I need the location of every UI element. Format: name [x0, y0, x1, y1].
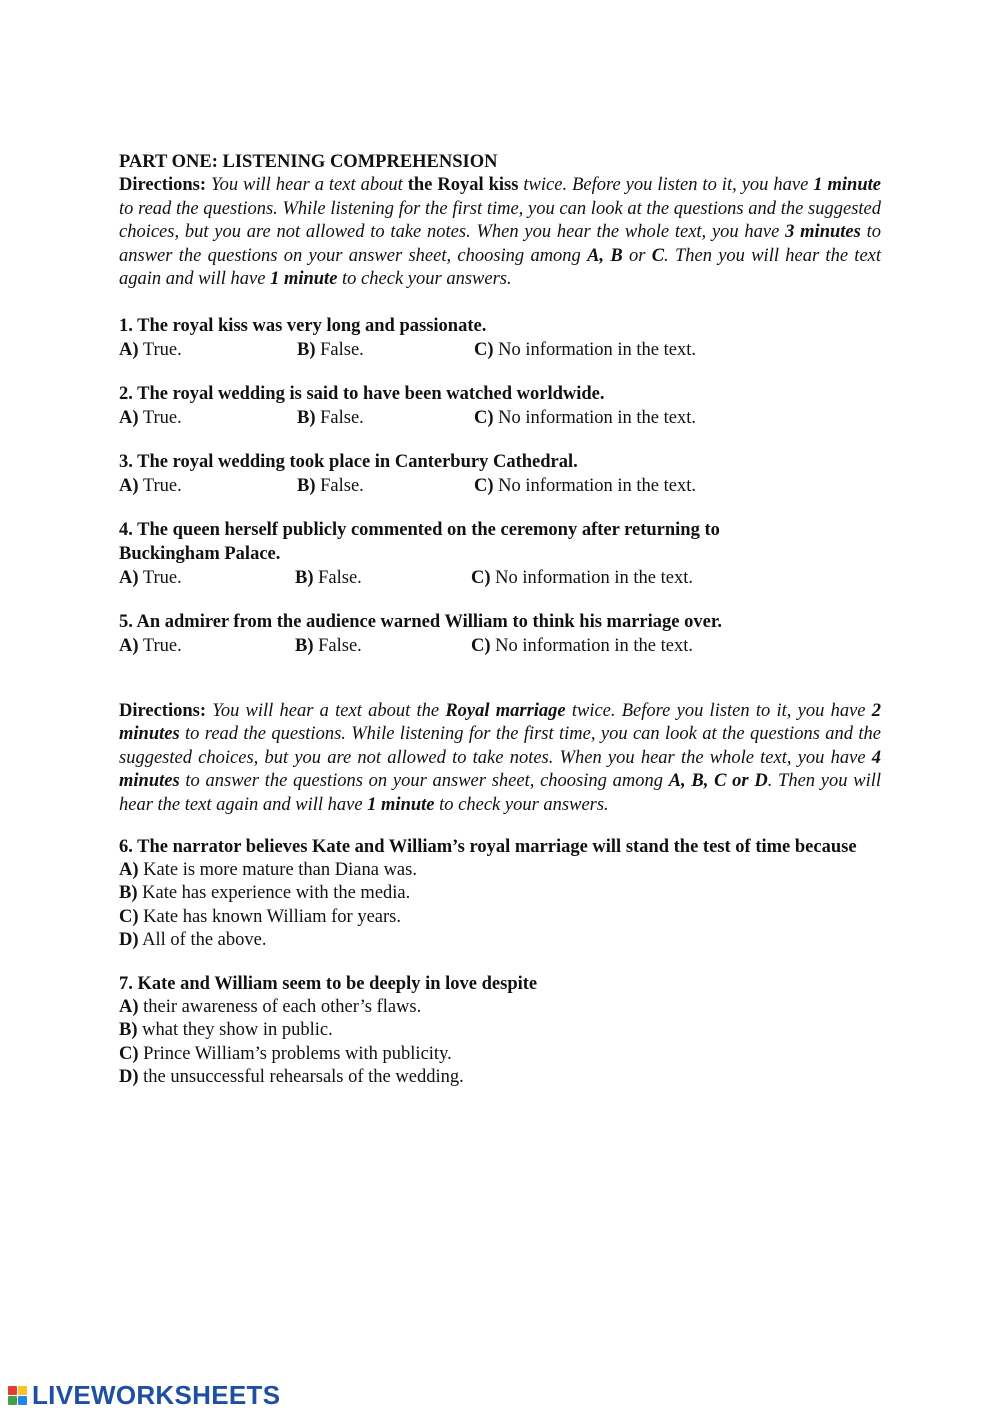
- liveworksheets-footer[interactable]: [8, 1380, 280, 1411]
- options-list: [119, 996, 881, 1089]
- option-c[interactable]: C) No information in the text.: [471, 567, 693, 588]
- question-stem: 3. The royal wedding took place in Canterbury Cathedral.: [119, 451, 578, 472]
- option-a[interactable]: A) True.: [119, 339, 182, 360]
- directions-2: [119, 700, 881, 818]
- option-b[interactable]: B) False.: [295, 635, 362, 656]
- options-row: [119, 566, 881, 590]
- directions-text: to answer the questions on your answer sheet, choosing among: [179, 771, 669, 791]
- question-3: [119, 450, 881, 498]
- option-b[interactable]: B) False.: [297, 407, 364, 428]
- directions-emph: A, B, C or D: [668, 771, 768, 791]
- options-row: [119, 474, 881, 498]
- directions-text: You will hear a text about: [206, 175, 408, 195]
- question-stem: 5. An admirer from the audience warned William to think his marriage over.: [119, 611, 722, 632]
- option-c[interactable]: C) Kate has known William for years.: [119, 906, 401, 927]
- directions-emph: 3 minutes: [785, 222, 861, 242]
- option-d[interactable]: D) the unsuccessful rehearsals of the wedding.: [119, 1067, 464, 1088]
- question-stem: 2. The royal wedding is said to have been watched worldwide.: [119, 383, 605, 404]
- directions-text: to check your answers.: [337, 269, 512, 289]
- option-b[interactable]: B) False.: [297, 339, 364, 360]
- directions-text: to answer the questions on your answer sheet, choosing among: [119, 222, 881, 266]
- question-stem: 4. The queen herself publicly commented on the ceremony after returning to Buckingham Palace.: [119, 519, 720, 564]
- part-title: PART ONE: LISTENING COMPREHENSION: [119, 152, 498, 172]
- option-a[interactable]: A) Kate is more mature than Diana was.: [119, 860, 417, 880]
- worksheet-page: [119, 150, 881, 1089]
- directions-text: twice. Before you listen to it, you have: [565, 700, 872, 721]
- options-list: [119, 859, 881, 952]
- option-c[interactable]: C) No information in the text.: [474, 407, 696, 428]
- question-6: [119, 835, 881, 952]
- directions-emph: 1 minute: [270, 269, 338, 289]
- question-5: [119, 610, 881, 658]
- question-4: [119, 518, 881, 590]
- directions-text: . Then you will hear the text again and will have: [119, 771, 881, 815]
- options-row: [119, 406, 881, 430]
- directions-text: to read the questions. While listening for the first time, you can look at the questions and the suggested choices, but you are not allowed to take notes. When you hear the whole text, you have: [119, 724, 881, 768]
- directions-label: Directions:: [119, 175, 206, 195]
- question-7: [119, 972, 881, 1089]
- option-c[interactable]: C) No information in the text.: [471, 635, 693, 656]
- directions-emph: A, B: [587, 245, 623, 266]
- liveworksheets-brand: LIVEWORKSHEETS: [32, 1380, 281, 1410]
- question-2: [119, 382, 881, 430]
- directions-emph: 1 minute: [367, 794, 435, 815]
- option-a[interactable]: A) True.: [119, 407, 182, 428]
- option-c[interactable]: C) No information in the text.: [474, 339, 696, 360]
- option-a[interactable]: A) True.: [119, 567, 182, 588]
- options-row: [119, 634, 881, 658]
- directions-label: Directions:: [119, 700, 206, 721]
- option-b[interactable]: B) what they show in public.: [119, 1020, 333, 1041]
- directions-emph: 4 minutes: [119, 747, 881, 791]
- directions-emph: 2 minutes: [119, 700, 881, 744]
- directions-1: [119, 174, 881, 292]
- question-1: [119, 314, 881, 362]
- question-stem: 6. The narrator believes Kate and William’s royal marriage will stand the test of time because: [119, 837, 857, 857]
- option-b[interactable]: B) False.: [295, 567, 362, 588]
- option-c[interactable]: C) No information in the text.: [474, 475, 696, 496]
- directions-text: twice. Before you listen to it, you have: [518, 175, 814, 195]
- directions-text: or: [622, 245, 652, 266]
- option-a[interactable]: A) True.: [119, 635, 182, 656]
- directions-text: to read the questions. While listening for the first time, you can look at the questions and the suggested choices, but you are not allowed to take notes. When you hear the whole text, you have: [119, 198, 881, 242]
- question-stem: 7. Kate and William seem to be deeply in love despite: [119, 974, 538, 995]
- option-a[interactable]: A) True.: [119, 475, 182, 496]
- directions-emph: C: [651, 245, 665, 266]
- option-c[interactable]: C) Prince William’s problems with publicity.: [119, 1043, 452, 1064]
- question-stem: 1. The royal kiss was very long and passionate.: [119, 315, 487, 336]
- directions-text: . Then you will hear the text again and will have: [119, 245, 882, 289]
- directions-emph: Royal marriage: [445, 700, 566, 721]
- option-b[interactable]: B) False.: [297, 475, 364, 496]
- directions-text: to check your answers.: [434, 794, 609, 815]
- directions-text: You will hear a text about the: [206, 700, 446, 721]
- directions-emph: the Royal kiss: [407, 175, 519, 195]
- option-a[interactable]: A) their awareness of each other’s flaws.: [119, 997, 422, 1018]
- directions-emph: 1 minute: [813, 175, 881, 195]
- option-b[interactable]: B) Kate has experience with the media.: [119, 883, 411, 904]
- liveworksheets-logo-icon: [8, 1386, 27, 1405]
- option-d[interactable]: D) All of the above.: [119, 929, 267, 950]
- options-row: [119, 338, 881, 362]
